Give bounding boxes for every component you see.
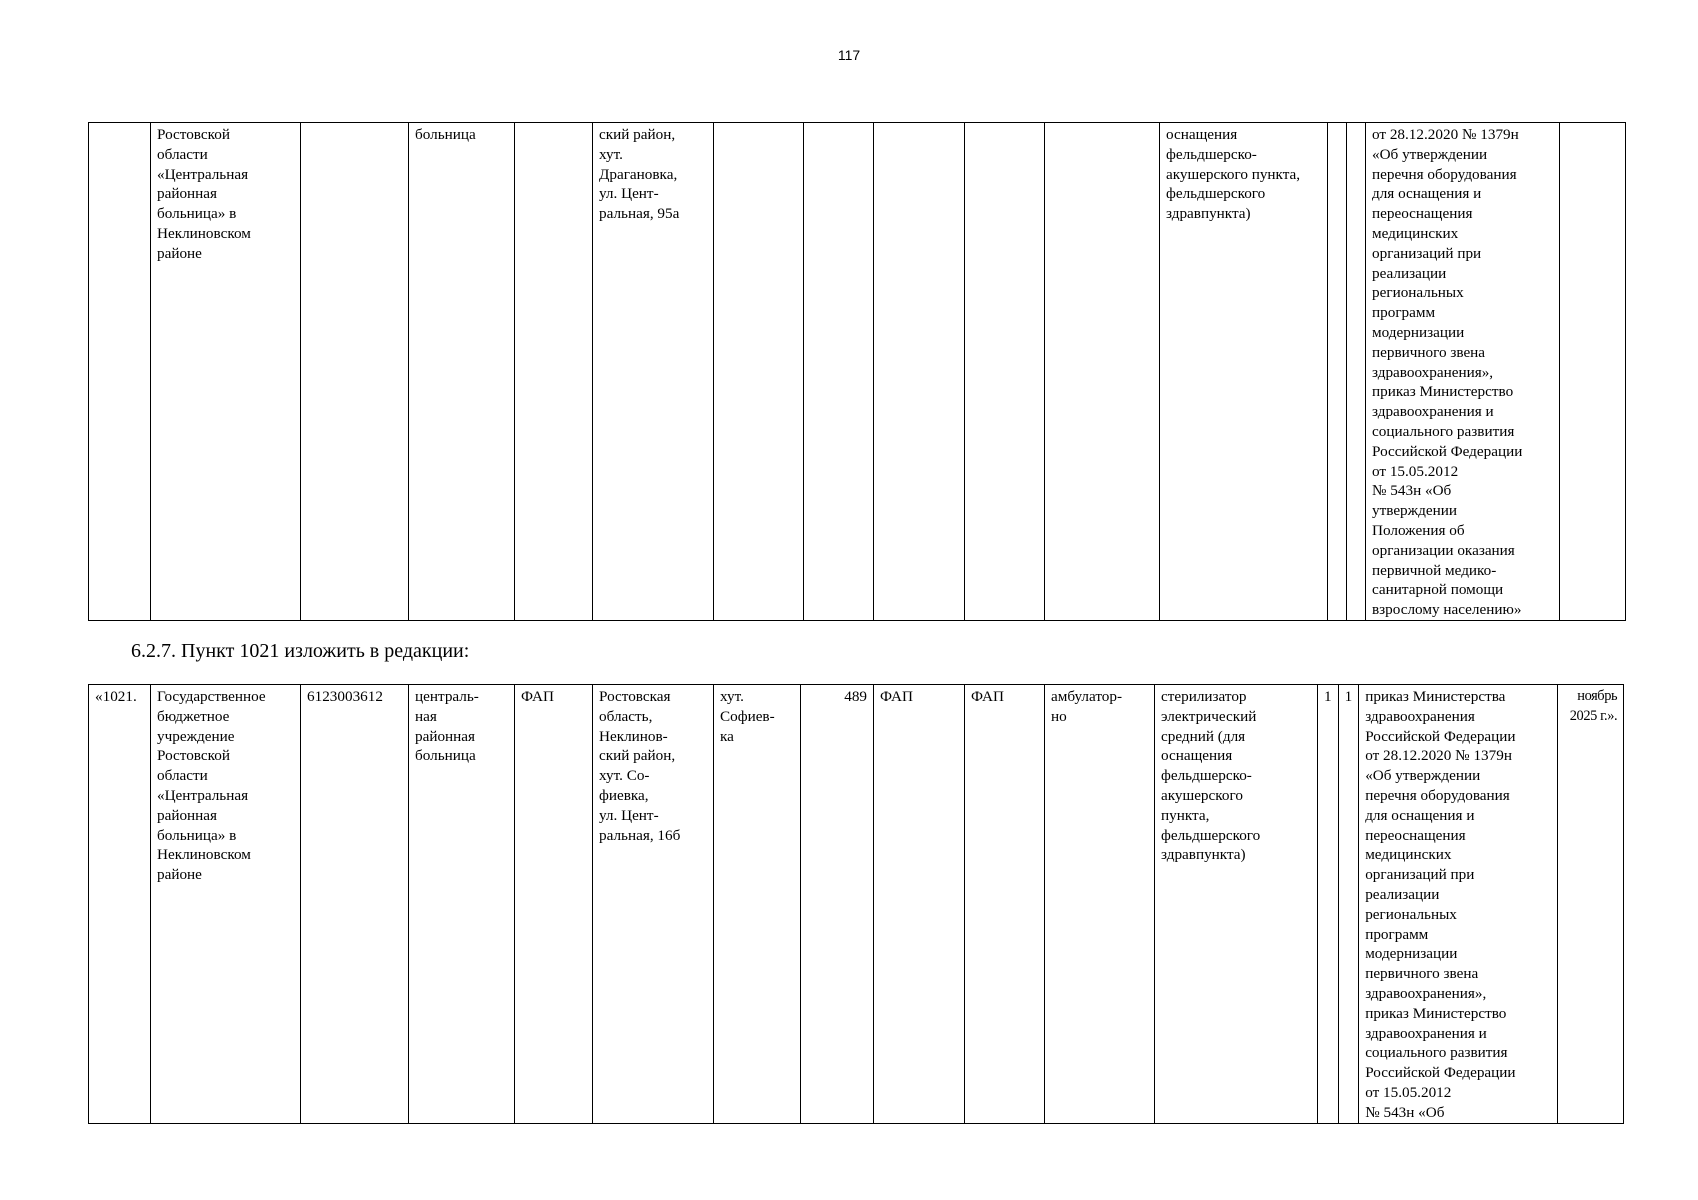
amendment-paragraph: 6.2.7. Пункт 1021 изложить в редакции: — [131, 640, 470, 662]
cell-unit — [515, 685, 593, 1124]
table-continuation — [88, 122, 1626, 621]
cell-line: «Центральная — [157, 786, 249, 804]
cell-quantity-2 — [1338, 685, 1359, 1124]
cell-line: ул. Цент- — [599, 806, 659, 824]
cell-line: но — [1051, 707, 1067, 725]
cell-line: районная — [157, 185, 218, 203]
cell-line: Драгановка, — [599, 165, 678, 183]
cell-basis — [1359, 685, 1558, 1124]
cell-line: медицинских — [1365, 846, 1452, 864]
cell-line: ФАП — [971, 688, 1004, 705]
cell-line: для оснащения и — [1365, 806, 1475, 824]
cell-line: утверждении — [1372, 502, 1457, 520]
cell-institution — [151, 123, 301, 621]
cell-line: от 28.12.2020 № 1379н — [1372, 126, 1519, 143]
table-row — [89, 123, 1626, 621]
cell-line: программ — [1365, 925, 1429, 943]
cell-line: «Об утверждении — [1372, 145, 1488, 163]
cell-line: здравпункта) — [1161, 846, 1246, 864]
cell-line: Ростовской — [157, 126, 230, 143]
cell-line: ул. Цент- — [599, 185, 659, 203]
cell-line: перечня оборудования — [1365, 786, 1510, 804]
cell-line: фиевка, — [599, 786, 649, 804]
cell-line: больница — [415, 747, 476, 765]
cell-line: ский район, — [599, 126, 676, 143]
cell-institution — [151, 685, 301, 1124]
cell-category-2 — [965, 685, 1045, 1124]
cell-line: организаций при — [1372, 244, 1482, 262]
cell-line: фельдшерского — [1166, 185, 1266, 203]
cell-line: ная — [415, 707, 437, 725]
cell-type — [409, 685, 515, 1124]
cell-line: региональных — [1365, 905, 1457, 923]
cell-line: больница» в — [157, 826, 237, 844]
cell-line: приказ Министерства — [1365, 688, 1506, 705]
cell-settlement — [714, 685, 801, 1124]
cell-line: от 15.05.2012 — [1372, 462, 1459, 480]
cell-line: районе — [157, 866, 202, 884]
cell-line: оснащения — [1161, 747, 1233, 765]
cell-line: здравпункта) — [1166, 205, 1251, 223]
cell-line: программ — [1372, 304, 1436, 322]
cell-line: «Центральная — [157, 165, 249, 183]
cell-line: 2025 г.». — [1569, 707, 1618, 724]
cell-line: «1021. — [95, 688, 137, 705]
cell-line: модернизации — [1372, 323, 1465, 341]
cell-line: от 28.12.2020 № 1379н — [1365, 747, 1512, 765]
cell-line: ФАП — [880, 688, 913, 705]
cell-line: перечня оборудования — [1372, 165, 1517, 183]
cell-number — [89, 123, 151, 621]
cell-settlement — [714, 123, 804, 621]
cell-line: от 15.05.2012 — [1365, 1083, 1452, 1101]
cell-line: районная — [157, 806, 218, 824]
cell-line: Неклиновском — [157, 846, 251, 864]
cell-line: Положения об — [1372, 521, 1465, 539]
table-item-1021 — [88, 684, 1624, 1124]
cell-line: больница» в — [157, 205, 237, 223]
cell-line: больница — [415, 126, 476, 143]
cell-line: переоснащения — [1372, 205, 1473, 223]
cell-line: ральная, 16б — [599, 826, 681, 844]
cell-line: социального развития — [1372, 422, 1515, 440]
cell-line: № 543н «Об — [1365, 1103, 1445, 1121]
cell-line: приказ Министерство — [1372, 383, 1514, 401]
cell-line: Государственное — [157, 688, 266, 705]
cell-line: бюджетное — [157, 707, 230, 725]
cell-line: здравоохранения и — [1372, 403, 1494, 421]
cell-line: область, — [599, 707, 653, 725]
cell-line: взрослому населению» — [1372, 601, 1522, 619]
cell-line: учреждение — [157, 727, 235, 745]
cell-line: районе — [157, 244, 202, 262]
table-row — [89, 685, 1624, 1124]
cell-care-form — [1045, 123, 1160, 621]
cell-line: переоснащения — [1365, 826, 1466, 844]
cell-equipment — [1155, 685, 1318, 1124]
cell-care-form — [1045, 685, 1155, 1124]
cell-equipment — [1160, 123, 1328, 621]
cell-line: «Об утверждении — [1365, 767, 1481, 785]
cell-line: Ростовская — [599, 688, 671, 705]
cell-line: хут. — [599, 145, 623, 163]
cell-line: 6123003612 — [307, 688, 383, 705]
cell-line: электрический — [1161, 707, 1257, 725]
cell-line: здравоохранения — [1365, 707, 1475, 725]
cell-line: Неклиновском — [157, 224, 251, 242]
cell-line: хут. Со- — [599, 767, 650, 785]
cell-line: стерилизатор — [1161, 688, 1247, 705]
cell-quantity-2 — [1347, 123, 1366, 621]
cell-line: районная — [415, 727, 476, 745]
cell-line: фельдшерско- — [1166, 145, 1257, 163]
cell-type — [409, 123, 515, 621]
cell-line: 489 — [844, 688, 867, 705]
cell-address — [593, 685, 714, 1124]
cell-line: реализации — [1365, 885, 1440, 903]
cell-line: ский район, — [599, 747, 676, 765]
cell-line: первичного звена — [1372, 343, 1486, 361]
page-number: 117 — [837, 47, 861, 63]
cell-line: 1 — [1324, 688, 1332, 705]
cell-line: ральная, 95а — [599, 205, 680, 223]
cell-number — [89, 685, 151, 1124]
cell-unit — [515, 123, 593, 621]
cell-line: средний (для — [1161, 727, 1246, 745]
cell-line: акушерского пункта, — [1166, 165, 1301, 183]
cell-line: 1 — [1344, 688, 1353, 705]
cell-category-2 — [965, 123, 1045, 621]
cell-line: Софиев- — [720, 707, 775, 725]
cell-category — [874, 685, 965, 1124]
cell-line: здравоохранения и — [1365, 1024, 1487, 1042]
cell-population — [801, 685, 874, 1124]
cell-line: организации оказания — [1372, 541, 1515, 559]
cell-quantity — [1328, 123, 1347, 621]
cell-line: для оснащения и — [1372, 185, 1482, 203]
cell-line: амбулатор- — [1051, 688, 1123, 705]
cell-deadline — [1560, 123, 1626, 621]
cell-line: области — [157, 767, 208, 785]
cell-line: реализации — [1372, 264, 1447, 282]
cell-address — [593, 123, 714, 621]
cell-line: модернизации — [1365, 945, 1458, 963]
cell-line: пункта, — [1161, 806, 1210, 824]
cell-deadline — [1558, 685, 1624, 1124]
cell-inn — [301, 685, 409, 1124]
cell-line: фельдшерского — [1161, 826, 1261, 844]
cell-line: ка — [720, 727, 734, 745]
cell-line: ноябрь — [1577, 688, 1618, 704]
cell-basis — [1366, 123, 1560, 621]
cell-line: первичной медико- — [1372, 561, 1497, 579]
cell-line: санитарной помощи — [1372, 581, 1504, 599]
cell-line: региональных — [1372, 284, 1464, 302]
cell-line: акушерского — [1161, 786, 1243, 804]
cell-line: № 543н «Об — [1372, 482, 1452, 500]
cell-line: области — [157, 145, 208, 163]
cell-line: Российской Федерации — [1372, 442, 1523, 460]
cell-line: централь- — [415, 688, 479, 705]
cell-line: фельдшерско- — [1161, 767, 1252, 785]
cell-line: хут. — [720, 688, 744, 705]
cell-line: Ростовской — [157, 747, 230, 765]
cell-line: здравоохранения», — [1372, 363, 1494, 381]
cell-line: ФАП — [521, 688, 554, 705]
cell-quantity — [1318, 685, 1339, 1124]
cell-line: оснащения — [1166, 126, 1238, 143]
cell-line: Неклинов- — [599, 727, 668, 745]
cell-line: первичного звена — [1365, 965, 1479, 983]
cell-line: Российской Федерации — [1365, 727, 1516, 745]
cell-line: Российской Федерации — [1365, 1064, 1516, 1082]
cell-inn — [301, 123, 409, 621]
cell-line: медицинских — [1372, 224, 1459, 242]
cell-line: организаций при — [1365, 866, 1475, 884]
cell-category — [874, 123, 965, 621]
cell-population — [804, 123, 874, 621]
cell-line: приказ Министерство — [1365, 1004, 1507, 1022]
cell-line: здравоохранения», — [1365, 984, 1487, 1002]
cell-line: социального развития — [1365, 1044, 1508, 1062]
